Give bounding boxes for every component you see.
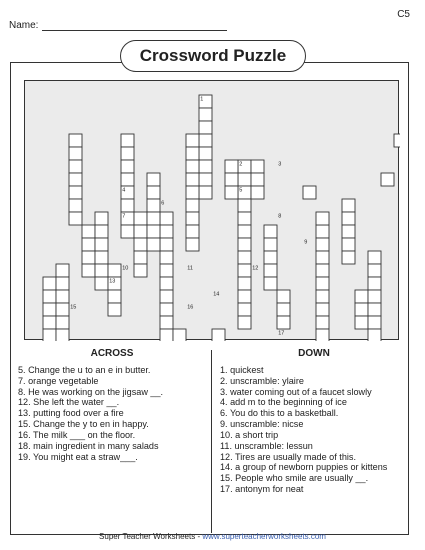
crossword-cell[interactable] xyxy=(82,225,95,238)
crossword-cell[interactable] xyxy=(199,147,212,160)
crossword-cell[interactable] xyxy=(160,251,173,264)
crossword-cell[interactable] xyxy=(186,147,199,160)
crossword-cell[interactable] xyxy=(95,225,108,238)
crossword-cell[interactable] xyxy=(381,173,394,186)
crossword-cell[interactable] xyxy=(95,238,108,251)
down-clue: 10. a short trip xyxy=(220,429,279,440)
crossword-cell[interactable] xyxy=(147,199,160,212)
clue-number: 5 xyxy=(239,187,243,194)
crossword-cell[interactable] xyxy=(121,173,134,186)
name-label: Name: xyxy=(9,20,39,31)
clue-number: 1 xyxy=(200,96,204,103)
crossword-cell[interactable] xyxy=(108,290,121,303)
crossword-cell[interactable] xyxy=(160,277,173,290)
crossword-cell[interactable] xyxy=(56,316,69,329)
crossword-cell[interactable] xyxy=(186,160,199,173)
worksheet-title: Crossword Puzzle xyxy=(120,40,306,72)
crossword-cell[interactable] xyxy=(134,238,147,251)
crossword-cell[interactable] xyxy=(277,303,290,316)
crossword-cell[interactable] xyxy=(264,251,277,264)
crossword-cell[interactable] xyxy=(69,134,82,147)
crossword-cell[interactable] xyxy=(160,238,173,251)
crossword-cell[interactable] xyxy=(134,212,147,225)
clue-number: 10 xyxy=(122,265,129,272)
clue-number: 2 xyxy=(239,161,243,168)
clue-number: 3 xyxy=(278,161,282,168)
crossword-cell[interactable] xyxy=(251,173,264,186)
crossword-cell[interactable] xyxy=(121,147,134,160)
crossword-cell[interactable] xyxy=(69,199,82,212)
clue-number: 12 xyxy=(252,265,259,272)
crossword-cell[interactable] xyxy=(316,225,329,238)
crossword-cell[interactable] xyxy=(95,277,108,290)
crossword-cell[interactable] xyxy=(316,290,329,303)
crossword-cell[interactable] xyxy=(82,264,95,277)
crossword-cell[interactable] xyxy=(160,225,173,238)
crossword-cell[interactable] xyxy=(186,134,199,147)
crossword-cell[interactable] xyxy=(212,329,225,341)
crossword-cell[interactable] xyxy=(355,316,368,329)
crossword-cell[interactable] xyxy=(160,264,173,277)
crossword-cell[interactable] xyxy=(225,160,238,173)
crossword-cell[interactable] xyxy=(82,238,95,251)
crossword-cell[interactable] xyxy=(316,251,329,264)
across-clue: 8. He was working on the jigsaw __. xyxy=(18,386,164,397)
crossword-cell[interactable] xyxy=(394,134,400,147)
crossword-cell[interactable] xyxy=(56,329,69,341)
crossword-cell[interactable] xyxy=(43,329,56,341)
crossword-cell[interactable] xyxy=(368,316,381,329)
crossword-cell[interactable] xyxy=(95,264,108,277)
crossword-cell[interactable] xyxy=(147,173,160,186)
clue-number: 14 xyxy=(213,291,220,298)
crossword-cell[interactable] xyxy=(82,251,95,264)
crossword-cell[interactable] xyxy=(368,290,381,303)
crossword-cell[interactable] xyxy=(316,316,329,329)
down-clue: 3. water coming out of a faucet slowly xyxy=(220,386,372,397)
across-clue: 15. Change the y to en in happy. xyxy=(18,419,149,430)
crossword-cell[interactable] xyxy=(225,186,238,199)
crossword-cell[interactable] xyxy=(121,134,134,147)
crossword-cell[interactable] xyxy=(69,160,82,173)
crossword-cell[interactable] xyxy=(108,303,121,316)
clue-number: 6 xyxy=(161,200,165,207)
down-heading: DOWN xyxy=(298,348,330,359)
crossword-cell[interactable] xyxy=(147,212,160,225)
crossword-cell[interactable] xyxy=(43,277,56,290)
crossword-cell[interactable] xyxy=(186,238,199,251)
crossword-cell[interactable] xyxy=(108,264,121,277)
down-clue: 14. a group of newborn puppies or kittens xyxy=(220,462,388,473)
crossword-cell[interactable] xyxy=(238,238,251,251)
crossword-cell[interactable] xyxy=(316,329,329,341)
crossword-cell[interactable] xyxy=(277,316,290,329)
crossword-cell[interactable] xyxy=(69,212,82,225)
crossword-cell[interactable] xyxy=(43,303,56,316)
crossword-cell[interactable] xyxy=(134,225,147,238)
clue-number: 11 xyxy=(187,265,193,272)
crossword-cell[interactable] xyxy=(238,264,251,277)
crossword-cell[interactable] xyxy=(238,251,251,264)
crossword-cell[interactable] xyxy=(199,173,212,186)
clue-number: 17 xyxy=(278,330,285,337)
down-clue: 6. You do this to a basketball. xyxy=(220,408,339,419)
crossword-cell[interactable] xyxy=(264,264,277,277)
crossword-cell[interactable] xyxy=(95,251,108,264)
down-clue: 1. quickest xyxy=(220,364,264,375)
crossword-cell[interactable] xyxy=(69,147,82,160)
crossword-cell[interactable] xyxy=(342,199,355,212)
crossword-cell[interactable] xyxy=(342,251,355,264)
crossword-cell[interactable] xyxy=(264,238,277,251)
across-clue: 12. She left the water __. xyxy=(18,397,120,408)
crossword-cell[interactable] xyxy=(368,264,381,277)
down-clue: 9. unscramble: nicse xyxy=(220,419,304,430)
crossword-cell[interactable] xyxy=(160,316,173,329)
crossword-cell[interactable] xyxy=(225,173,238,186)
crossword-cell[interactable] xyxy=(368,251,381,264)
crossword-cell[interactable] xyxy=(199,108,212,121)
crossword-cell[interactable] xyxy=(160,329,173,341)
down-clue: 17. antonym for neat xyxy=(220,484,304,495)
column-divider xyxy=(211,350,212,533)
crossword-cell[interactable] xyxy=(43,316,56,329)
crossword-cell[interactable] xyxy=(186,225,199,238)
crossword-cell[interactable] xyxy=(160,303,173,316)
crossword-cell[interactable] xyxy=(316,264,329,277)
crossword-cell[interactable] xyxy=(173,329,186,341)
crossword-cell[interactable] xyxy=(342,225,355,238)
crossword-grid-svg xyxy=(25,81,400,341)
crossword-cell[interactable] xyxy=(186,186,199,199)
crossword-cell[interactable] xyxy=(147,225,160,238)
crossword-cell[interactable] xyxy=(69,173,82,186)
crossword-cell[interactable] xyxy=(186,199,199,212)
crossword-cell[interactable] xyxy=(238,225,251,238)
footer-url[interactable]: www.superteacherworksheets.com xyxy=(202,532,326,541)
crossword-cell[interactable] xyxy=(342,238,355,251)
crossword-cell[interactable] xyxy=(316,277,329,290)
across-heading: ACROSS xyxy=(90,348,134,359)
footer xyxy=(0,532,425,541)
clue-number: 4 xyxy=(122,187,126,194)
clue-number: 7 xyxy=(122,213,126,220)
across-clue: 16. The milk ___ on the floor. xyxy=(18,429,136,440)
crossword-cell[interactable] xyxy=(56,277,69,290)
across-clues xyxy=(18,349,206,462)
crossword-cell[interactable] xyxy=(147,238,160,251)
crossword-cell[interactable] xyxy=(199,160,212,173)
crossword-cell[interactable] xyxy=(95,212,108,225)
crossword-cell[interactable] xyxy=(121,199,134,212)
crossword-cell[interactable] xyxy=(355,303,368,316)
crossword-cell[interactable] xyxy=(121,160,134,173)
page-code: C5 xyxy=(397,9,410,20)
crossword-cell[interactable] xyxy=(160,212,173,225)
clue-number: 15 xyxy=(70,304,77,311)
crossword-cell[interactable] xyxy=(368,329,381,341)
crossword-cell[interactable] xyxy=(238,316,251,329)
across-clue: 18. main ingredient in many salads xyxy=(18,440,159,451)
name-field[interactable] xyxy=(9,19,227,31)
crossword-cell[interactable] xyxy=(303,186,316,199)
crossword-cell[interactable] xyxy=(56,264,69,277)
crossword-cell[interactable] xyxy=(251,186,264,199)
crossword-cell[interactable] xyxy=(43,290,56,303)
crossword-cell[interactable] xyxy=(238,277,251,290)
crossword-cell[interactable] xyxy=(277,290,290,303)
clue-number: 9 xyxy=(304,239,308,246)
crossword-cell[interactable] xyxy=(186,173,199,186)
crossword-cell[interactable] xyxy=(69,186,82,199)
crossword-cell[interactable] xyxy=(316,238,329,251)
crossword-cell[interactable] xyxy=(368,277,381,290)
crossword-cell[interactable] xyxy=(186,212,199,225)
clue-number: 13 xyxy=(109,278,116,285)
crossword-cell[interactable] xyxy=(251,160,264,173)
down-clue: 11. unscramble: lessun xyxy=(220,440,313,451)
clue-number: 16 xyxy=(187,304,194,311)
crossword-cell[interactable] xyxy=(355,290,368,303)
crossword-grid xyxy=(24,80,399,340)
crossword-cell[interactable] xyxy=(199,121,212,134)
crossword-cell[interactable] xyxy=(121,225,134,238)
footer-site: Super Teacher Worksheets - xyxy=(99,532,203,541)
crossword-cell[interactable] xyxy=(264,277,277,290)
across-clue: 7. orange vegetable xyxy=(18,375,99,386)
crossword-cell[interactable] xyxy=(316,212,329,225)
crossword-cell[interactable] xyxy=(238,212,251,225)
down-clue: 4. add m to the beginning of ice xyxy=(220,397,347,408)
crossword-cell[interactable] xyxy=(316,303,329,316)
crossword-cell[interactable] xyxy=(199,134,212,147)
crossword-cell[interactable] xyxy=(160,290,173,303)
across-clue: 13. putting food over a fire xyxy=(18,408,124,419)
crossword-cell[interactable] xyxy=(238,173,251,186)
crossword-cell[interactable] xyxy=(134,251,147,264)
crossword-cell[interactable] xyxy=(199,186,212,199)
name-line[interactable] xyxy=(42,19,227,31)
clue-number: 8 xyxy=(278,213,282,220)
crossword-cell[interactable] xyxy=(238,303,251,316)
crossword-cell[interactable] xyxy=(238,290,251,303)
down-clue: 2. unscramble: ylaire xyxy=(220,375,304,386)
down-clues xyxy=(220,349,408,495)
down-clue: 15. People who smile are usually __. xyxy=(220,473,369,484)
down-clue: 12. Tires are usually made of this. xyxy=(220,451,356,462)
crossword-cell[interactable] xyxy=(147,186,160,199)
crossword-cell[interactable] xyxy=(238,199,251,212)
crossword-cell[interactable] xyxy=(56,303,69,316)
across-clue: 19. You might eat a straw___. xyxy=(18,451,138,462)
crossword-cell[interactable] xyxy=(134,264,147,277)
crossword-cell[interactable] xyxy=(342,212,355,225)
across-clue: 5. Change the u to an e in butter. xyxy=(18,364,151,375)
crossword-cell[interactable] xyxy=(368,303,381,316)
crossword-cell[interactable] xyxy=(56,290,69,303)
crossword-cell[interactable] xyxy=(264,225,277,238)
